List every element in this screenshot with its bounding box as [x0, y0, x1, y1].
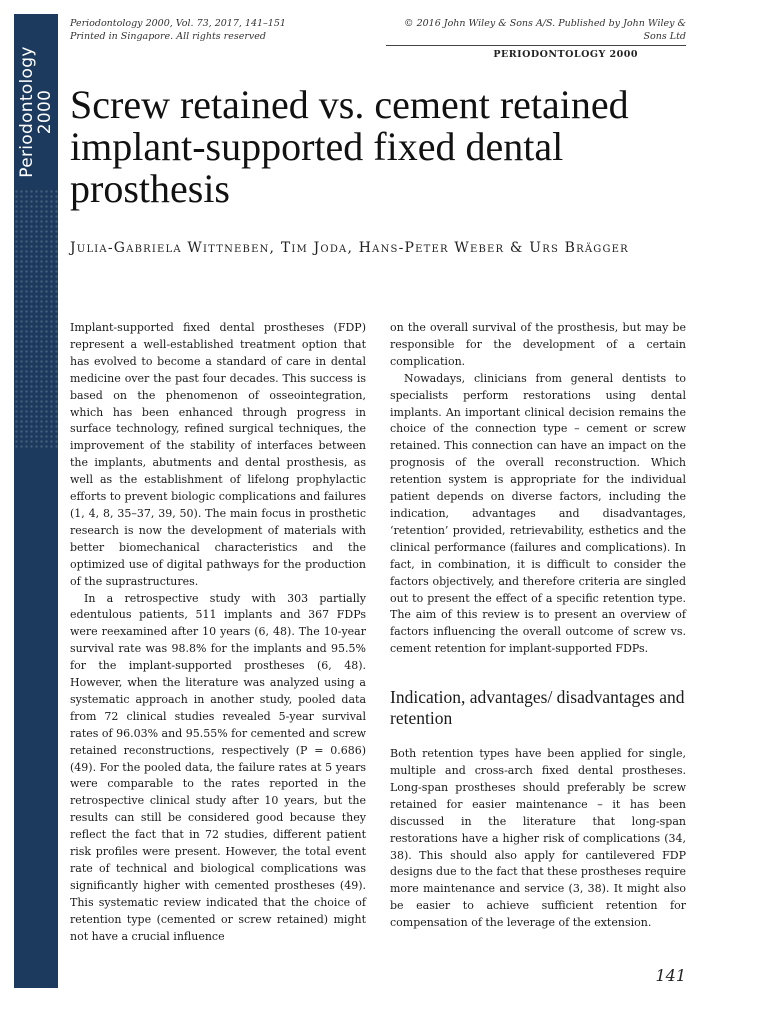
spine-title-line2: 2000	[35, 89, 55, 135]
header-citation-block	[70, 17, 340, 43]
section-heading: Indication, advantages/ disadvantages and retention	[390, 687, 685, 729]
spine-pattern	[14, 189, 58, 449]
journal-spine-band	[14, 14, 58, 988]
paragraph: Nowadays, clinicians from general dentists to specialists perform restorations using dental implants. An important clinical decision remains the choice of the connection type – cement or screw retained. This connection can have an impact on the prognosis of the overall reconstruction. Which retention system is appropriate for the individual patient depends on diverse factors, including the indication, advantages and disadvantages, ‘retention’ provided, retrievability, esthetics and the clinical performance (failures and complications). In fact, in combination, it is difficult to consider the factors objectively, and therefore criteria are singled out to present the effect of a specific retention type. The aim of this review is to present an overview of factors influencing the overall outcome of screw vs. cement retention for implant-supported FDPs.	[390, 371, 686, 656]
header-rule	[386, 45, 686, 46]
header-publisher-block	[386, 17, 686, 61]
printed-line: Printed in Singapore. All rights reserved	[70, 31, 266, 42]
paragraph: In a retrospective study with 303 partially edentulous patients, 511 implants and 367 FDPs were reexamined after 10 years (6, 48). The 10-year survival rate was 98.8% for the implants and 95.5% for the implant-supported prostheses (6, 48). However, when the literature was analyzed using a systematic approach in another study, pooled data from 72 clinical studies revealed 5-year survival rates of 96.03% and 95.55% for cemented and screw retained reconstructions, respectively (P = 0.686) (49). For the pooled data, the failure rates at 5 years were comparable to the rates reported in the retrospective clinical study after 10 years, but the results can still be considered good because they reflect the fact that in 72 studies, different patient risk profiles were present. However, the total event rate of technical and biological complications was significantly higher with cemented prostheses (49). This systematic review indicated that the choice of retention type (cemented or screw retained) might not have a crucial influence	[70, 591, 366, 943]
body-column-left	[70, 320, 366, 946]
paragraph: Implant-supported fixed dental prostheses (FDP) represent a well-established treatment option that has evolved to become a standard of care in dental medicine over the past four decades. This success is based on the phenomenon of osseointegration, which has been enhanced through progress in surface technology, refined surgical techniques, the improvement of the stability of interfaces between the implants, abutments and dental prosthesis, as well as the establishment of lifelong prophylactic efforts to prevent biologic complications and failures (1, 4, 8, 35–37, 39, 50). The main focus in prosthetic research is now the development of materials with better biomechanical characteristics and the optimized use of digital pathways for the production of the suprastructures.	[70, 321, 366, 588]
journal-name: PERIODONTOLOGY 2000	[493, 49, 638, 60]
spine-title-line1: Periodontology	[17, 46, 37, 178]
article-title: Screw retained vs. cement retained implant-supported fixed dental prosthesis	[70, 82, 629, 211]
paragraph: on the overall survival of the prosthesis, but may be responsible for the development of a certain complication.	[390, 321, 686, 368]
body-column-right	[390, 320, 686, 932]
spine-journal-title	[18, 46, 54, 177]
citation-line: Periodontology 2000, Vol. 73, 2017, 141–151	[70, 18, 286, 29]
copyright-line: © 2016 John Wiley & Sons A/S. Published by John Wiley & Sons Ltd	[404, 18, 686, 42]
article-authors: Julia-Gabriela Wittneben, Tim Joda, Hans-Peter Weber & Urs Brägger	[70, 240, 629, 256]
page-number: 141	[655, 966, 686, 985]
paragraph: Both retention types have been applied for single, multiple and cross-arch fixed dental prostheses. Long-span prostheses should preferably be screw retained for easier maintenance – it has been discussed in the literature that long-span restorations have a higher risk of complications (34, 38). This should also apply for cantilevered FDP designs due to the fact that these prostheses require more maintenance and service (3, 38). It might also be easier to achieve sufficient retention for compensation of the leverage of the extension.	[390, 747, 686, 930]
